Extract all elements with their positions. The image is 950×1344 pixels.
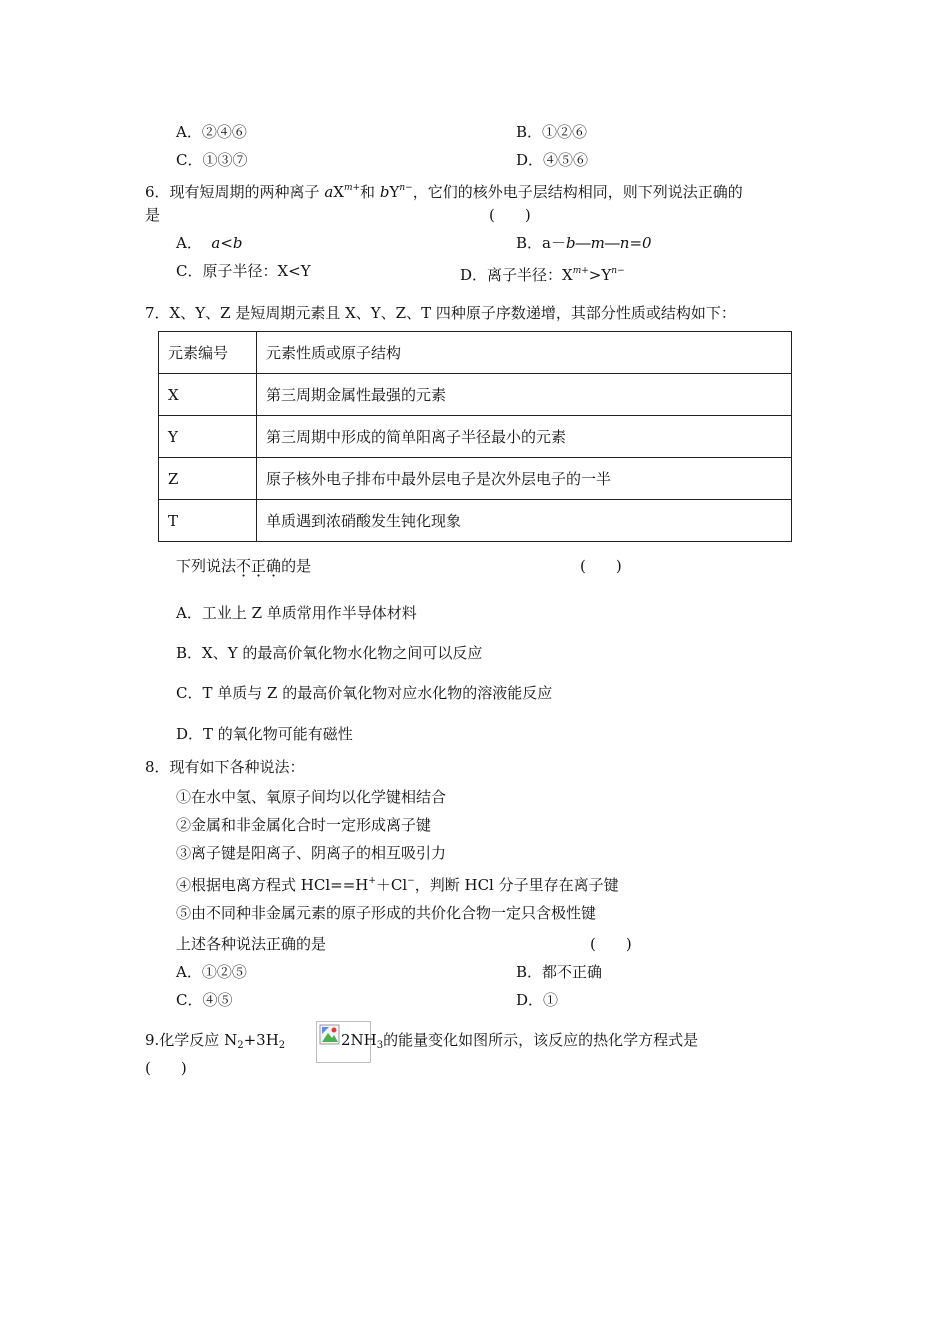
q9-stem-reactants: 9.化学反应 $N_2+3H_2$ [145,1031,286,1051]
table-row [159,416,792,458]
broken-image-icon [319,1024,341,1046]
q8-option-b: B．都不正确 [516,963,603,981]
q8-ask: 上述各种说法正确的是 [176,935,327,953]
table-cell: 单质遇到浓硝酸发生钝化现象 [257,500,792,542]
element-properties-table [158,331,792,542]
q8-option-d: D．① [516,991,559,1009]
table-cell: Y [159,416,257,458]
q5-option-b: B．①②⑥ [516,123,588,141]
q8-statement-2: ②金属和非金属化合时一定形成离子键 [176,816,432,834]
q9-stem-product: $2NH_3$的能量变化如图所示，该反应的热化学方程式是 [341,1031,699,1051]
q7-option-b: B．X、Y 的最高价氧化物水化物之间可以反应 [176,644,483,662]
q5-option-a: A．②④⑥ [176,123,247,141]
q7-option-d: D．T 的氧化物可能有磁性 [176,725,353,743]
table-header-row [159,332,792,374]
table-cell: 第三周期中形成的简单阳离子半径最小的元素 [257,416,792,458]
q8-statement-5: ⑤由不同种非金属元素的原子形成的共价化合物一定只含极性键 [176,904,597,922]
table-header-cell: 元素编号 [159,332,257,374]
q8-stem: 8．现有如下各种说法： [145,758,305,776]
q9-answer-paren: ( ) [145,1059,187,1077]
q6-stem-line2: 是 [145,206,161,224]
table-header-cell: 元素性质或原子结构 [257,332,792,374]
q7-ask: 下列说法不正确的是 [176,557,312,575]
table-row [159,374,792,416]
q6-option-c: C．原子半径：X<Y [176,262,311,280]
q8-option-a: A．①②⑤ [176,963,247,981]
table-row [159,500,792,542]
table-cell: Z [159,458,257,500]
q5-option-c: C．①③⑦ [176,151,248,169]
table-cell: 原子核外电子排布中最外层电子是次外层电子的一半 [257,458,792,500]
q8-option-c: C．④⑤ [176,991,233,1009]
table-cell: T [159,500,257,542]
q8-statement-3: ③离子键是阳离子、阴离子的相互吸引力 [176,844,447,862]
q6-stem: 6．现有短周期的两种离子 $aX^{m+}$和 $bY^{n-}$，它们的核外电子层结构相同，则下列说法正确的 [145,183,743,201]
q8-answer-paren: ( ) [590,935,632,953]
table-cell: X [159,374,257,416]
q5-option-d: D．④⑤⑥ [516,151,589,169]
q7-option-c: C．T 单质与 Z 的最高价氧化物对应水化物的溶液能反应 [176,684,553,702]
q7-option-a: A．工业上 Z 单质常用作半导体材料 [176,604,417,622]
table-row [159,458,792,500]
q6-option-a: A． a<b [176,234,243,252]
q7-answer-paren: ( ) [580,557,622,575]
q6-option-d: D．离子半径：$X^{m+}>Y^{n-}$ [460,266,625,284]
q8-statement-1: ①在水中氢、氧原子间均以化学键相结合 [176,788,447,806]
q6-option-b: B．a－b―m―n=0 [516,234,652,252]
q6-answer-paren: ( ) [489,206,531,224]
table-cell: 第三周期金属性最强的元素 [257,374,792,416]
q7-stem: 7．X、Y、Z 是短周期元素且 X、Y、Z、T 四种原子序数递增，其部分性质或结构如下： [145,304,736,322]
q8-statement-4: ④根据电离方程式 HCl==H+＋Cl−，判断 HCl 分子里存在离子键 [176,876,619,894]
